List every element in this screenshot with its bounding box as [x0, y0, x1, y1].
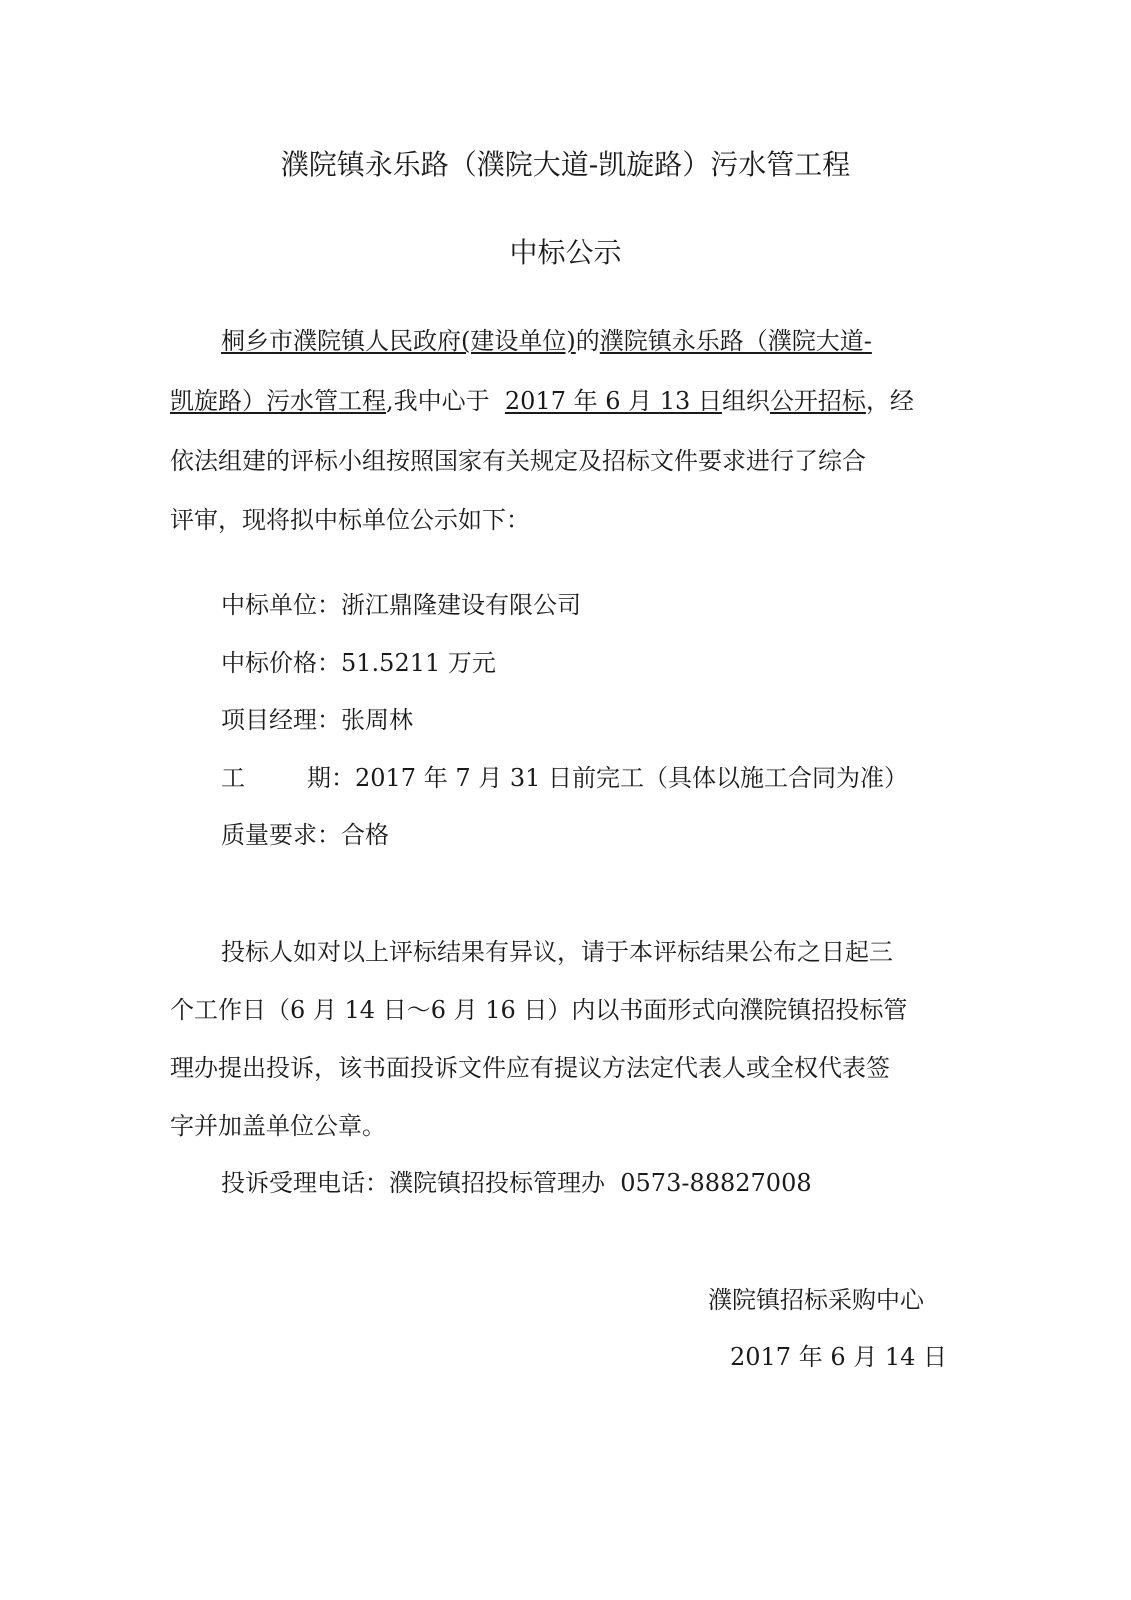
period-label-a: 工 — [221, 764, 245, 792]
document-title: 濮院镇永乐路（濮院大道-凯旋路）污水管工程 — [280, 148, 851, 181]
complaint-phone: 0573-88827008 — [620, 1169, 812, 1197]
winner-row — [221, 585, 581, 620]
complaint-line — [221, 1163, 812, 1198]
owner-name: 桐乡市濮院镇人民政府 — [221, 327, 461, 355]
manager-label: 项目经理： — [221, 706, 341, 734]
bid-date: 2017 年 6 月 13 日 — [504, 387, 722, 415]
manager-value: 张周林 — [341, 706, 413, 734]
intro-line-1: 桐乡市濮院镇人民政府(建设单位)的濮院镇永乐路（濮院大道- — [221, 327, 872, 355]
project-name-part2: 凯旋路）污水管工程 — [170, 387, 386, 415]
winner-value: 浙江鼎隆建设有限公司 — [341, 591, 581, 619]
price-row — [221, 643, 496, 678]
period-label-b: 期： — [307, 764, 355, 792]
objection-line-2: 个工作日（6 月 14 日～6 月 16 日）内以书面形式向濮院镇招投标管 — [170, 996, 908, 1024]
quality-value: 合格 — [341, 821, 389, 849]
objection-line-1: 投标人如对以上评标结果有异议，请于本评标结果公布之日起三 — [221, 938, 893, 966]
quality-row — [221, 815, 389, 850]
intro-line-4: 评审，现将拟中标单位公示如下： — [170, 506, 530, 534]
quality-label: 质量要求： — [221, 821, 341, 849]
complaint-label: 投诉受理电话： — [221, 1169, 389, 1197]
intro-line-3: 依法组建的评标小组按照国家有关规定及招标文件要求进行了综合 — [170, 447, 866, 475]
document-subtitle: 中标公示 — [509, 236, 622, 269]
price-label: 中标价格： — [221, 649, 341, 677]
objection-line-3: 理办提出投诉，该书面投诉文件应有提议方法定代表人或全权代表签 — [170, 1054, 890, 1082]
project-name-part1: 濮院镇永乐路（濮院大道- — [599, 327, 872, 355]
complaint-office: 濮院镇招投标管理办 — [389, 1169, 605, 1197]
objection-line-4: 字并加盖单位公章。 — [170, 1112, 386, 1140]
period-row — [221, 758, 908, 793]
period-value: 2017 年 7 月 31 日前完工（具体以施工合同为准） — [355, 764, 909, 792]
signature-date: 2017 年 6 月 14 日 — [730, 1343, 948, 1371]
winner-label: 中标单位： — [221, 591, 341, 619]
intro-line-2: 凯旋路）污水管工程,我中心于 2017 年 6 月 13 日组织公开招标，经 — [170, 387, 914, 415]
price-value: 51.5211 万元 — [341, 649, 496, 677]
owner-role: (建设单位) — [461, 327, 576, 355]
signature-org: 濮院镇招标采购中心 — [708, 1286, 924, 1314]
bid-method: 公开招标 — [769, 387, 866, 415]
manager-row — [221, 700, 413, 735]
